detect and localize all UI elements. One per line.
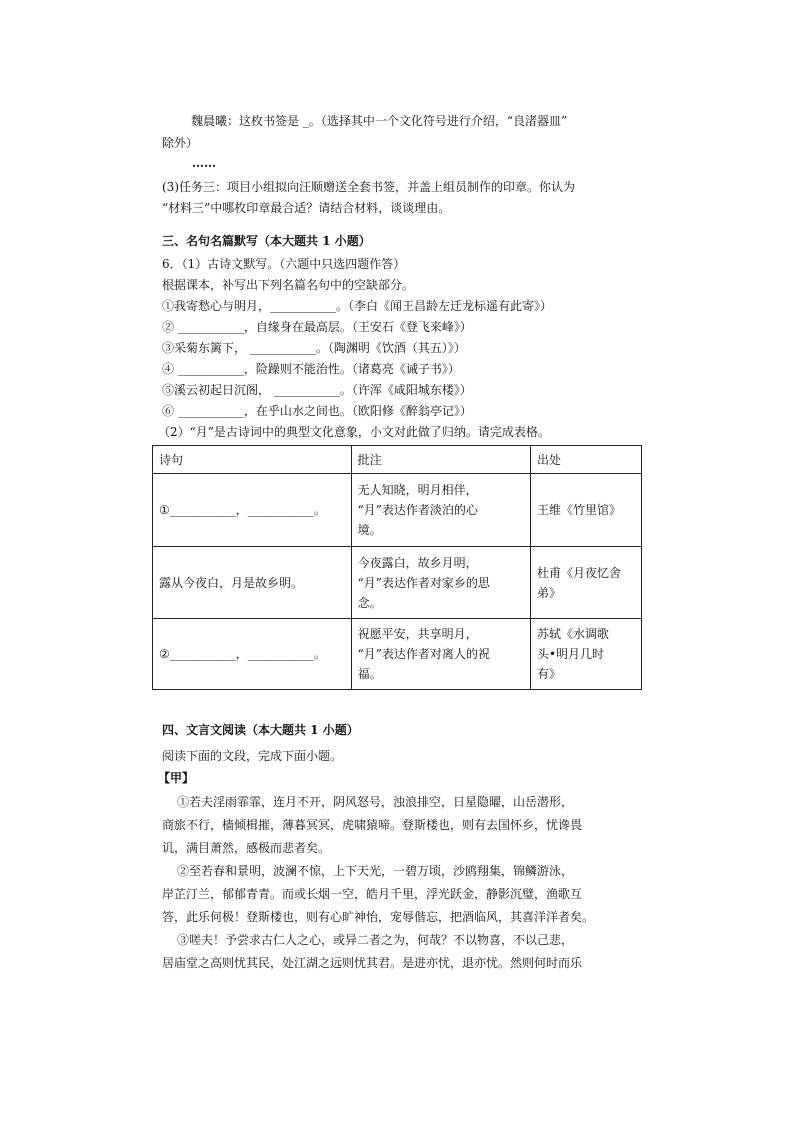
task3-question-cont: “材料三”中哪枚印章最合适？请结合材料，谈谈理由。 (162, 201, 451, 215)
source-line: 有》 (536, 667, 561, 681)
table-row (153, 547, 642, 619)
poem-cell: 露从今夜白，月是故乡明。 (153, 547, 352, 619)
note-line: “月”表达作者淡泊的心 (357, 503, 478, 517)
source-line: 王维《竹里馆》 (536, 503, 621, 517)
note-line: “月”表达作者对家乡的思 (357, 575, 490, 590)
note-cell (351, 474, 530, 547)
passage-line: 答，此乐何极！登斯楼也，则有心旷神怡，宠辱偕忘，把酒临风，其喜洋洋者矣。 (162, 910, 595, 924)
table-header-poem: 诗句 (153, 446, 352, 474)
source-cell (530, 547, 641, 619)
note-line: 今夜露白，故乡月明， (357, 555, 478, 570)
note-line: 祝愿平安，共享明月， (357, 627, 478, 641)
source-line: 杜甫《月夜忆舍 (536, 565, 621, 580)
note-cell (351, 619, 530, 690)
table-header-note: 批注 (351, 446, 530, 474)
note-line: “月”表达作者对离人的祝 (357, 647, 490, 661)
source-line: 弟》 (536, 585, 561, 600)
recitation-item: ③采菊东篱下， ___________。（陶渊明《饮酒（其五）》） (162, 341, 466, 355)
poem-cell-blank: ②___________，___________。 (153, 619, 352, 690)
task3-question: (3)任务三：项目小组拟向汪顺赠送全套书签，并盖上组员制作的印章。你认为 (162, 180, 576, 194)
source-cell (530, 619, 641, 690)
passage-line: 居庙堂之高则忧其民，处江湖之远则忧其君。是进亦忧，退亦忧。然则何时而乐 (162, 956, 583, 970)
note-line: 无人知晓，明月相伴， (357, 483, 478, 497)
passage-line: 商旅不行，樯倾楫摧，薄暮冥冥，虎啸猿啼。登斯楼也，则有去国怀乡，忧谗畏 (162, 818, 583, 832)
note-line: 境。 (357, 523, 382, 537)
note-cell (351, 547, 530, 619)
question-6-intro: 6．（1）古诗文默写。（六题中只选四题作答） (162, 257, 406, 271)
table-row (153, 474, 642, 547)
passage-line: 岸芷汀兰，郁郁青青。而或长烟一空，皓月千里，浮光跃金，静影沉璧，渔歌互 (162, 887, 583, 901)
note-line: 福。 (357, 667, 382, 681)
passage-line: ③嗟夫！予尝求古仁人之心，或异二者之为，何哉？不以物喜，不以己悲， (177, 933, 574, 947)
recitation-item: ④ ___________，险躁则不能治性。（诸葛亮《诫子书》） (162, 362, 460, 376)
recitation-item: ⑤溪云初起日沉阁， ___________。（许浑《咸阳城东楼》） (162, 383, 472, 397)
source-cell (530, 474, 641, 547)
recitation-item: ⑥ ___________，在乎山水之间也。（欧阳修《醉翁亭记》） (162, 404, 472, 418)
section-heading-4: 四、文言文阅读（本大题共 1 小题） (162, 723, 359, 737)
table-row (153, 619, 642, 690)
question-6-instruction: 根据课本，补写出下列名篇名句中的空缺部分。 (162, 278, 415, 292)
recitation-item: ①我寄愁心与明月，___________。（李白《闻王昌龄左迁龙标遥有此寄》） (162, 299, 553, 313)
note-line: 念。 (357, 595, 382, 610)
reading-instruction: 阅读下面的文段，完成下面小题。 (162, 749, 343, 763)
passage-line: ②至若春和景明，波澜不惊，上下天光，一碧万顷，沙鸥翔集，锦鳞游泳， (177, 864, 574, 878)
table-header-row (153, 446, 642, 474)
table-header-source: 出处 (530, 446, 641, 474)
source-line: 头•明月几时 (536, 647, 605, 661)
section-heading-3: 三、名句名篇默写（本大题共 1 小题） (162, 234, 371, 248)
poem-cell-blank: ①___________，___________。 (153, 474, 352, 547)
passage-line: 讥，满目萧然，感极而悲者矣。 (162, 841, 331, 855)
dialogue-line-cont: 除外） (162, 136, 199, 150)
passage-line: ①若夫淫雨霏霏，连月不开，阴风怒号，浊浪排空，日星隐曜，山岳潜形， (177, 795, 574, 809)
question-6-part2: （2）“月”是古诗词中的典型文化意象，小文对此做了归纳。请完成表格。 (158, 425, 550, 439)
moon-imagery-table (152, 445, 642, 690)
dialogue-line: 魏晨曦：这枚书签是 _。（选择其中一个文化符号进行介绍，“良渚器皿” (191, 114, 568, 128)
ellipsis: …… (192, 156, 216, 170)
recitation-item: ② ___________，自缘身在最高层。（王安石《登飞来峰》） (162, 320, 472, 334)
passage-label: 【甲】 (158, 771, 195, 785)
source-line: 苏轼《水调歌 (536, 627, 609, 641)
